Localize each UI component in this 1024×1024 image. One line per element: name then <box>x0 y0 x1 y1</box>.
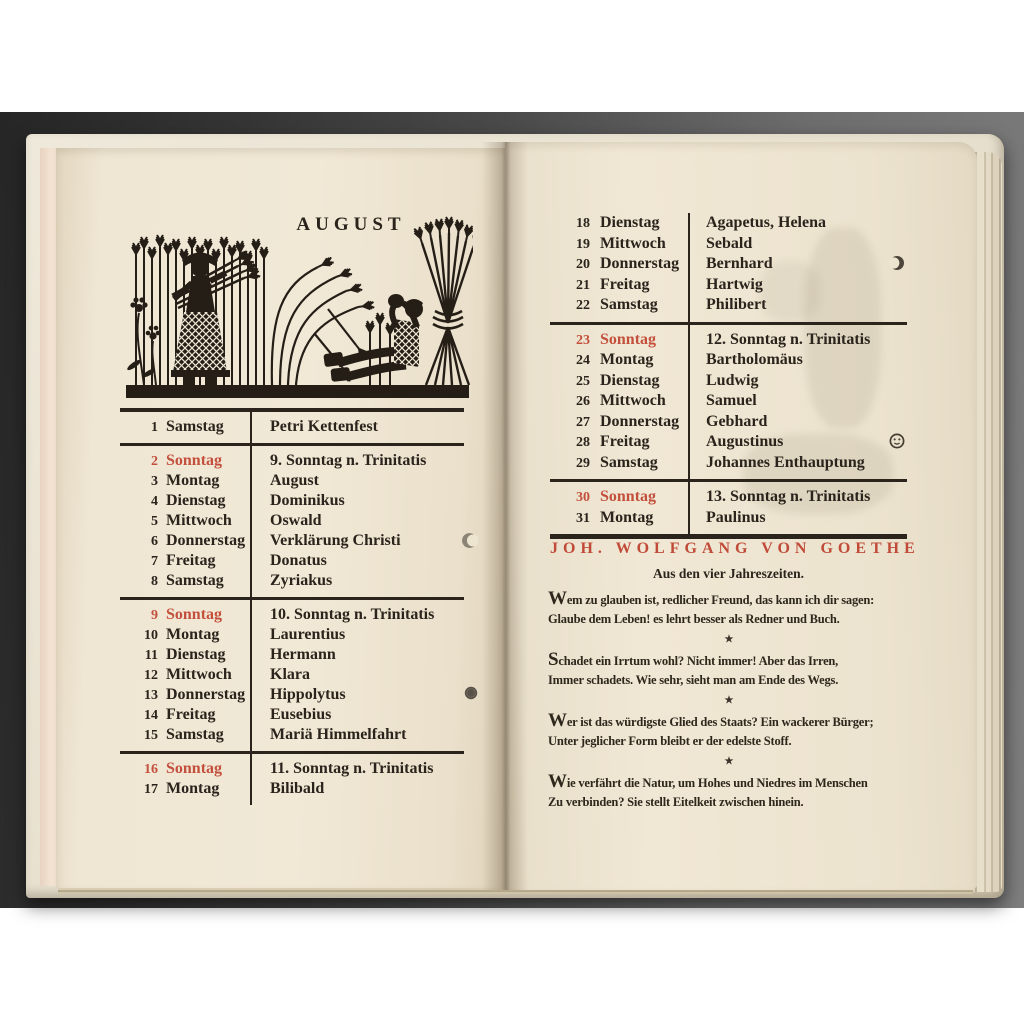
saint-name: 9. Sonntag n. Trinitatis <box>270 452 427 469</box>
saint-name: Hippolytus <box>270 686 346 703</box>
star-separator-icon: ★ <box>724 695 734 706</box>
saint-name: Agapetus, Helena <box>706 214 826 231</box>
weekday: Montag <box>600 508 654 526</box>
calendar-row <box>120 417 464 437</box>
weekday: Donnerstag <box>600 412 680 430</box>
saint-name: Ludwig <box>706 371 759 389</box>
day-number: 30 <box>576 490 590 505</box>
full-moon-icon <box>889 433 905 455</box>
weekday: Mittwoch <box>166 512 232 529</box>
day-number: 15 <box>144 728 158 743</box>
week-group <box>120 751 464 805</box>
photo-background <box>0 112 1024 908</box>
saint-name: August <box>270 472 319 489</box>
weekday: Samstag <box>166 418 224 435</box>
saint-name: 11. Sonntag n. Trinitatis <box>270 760 434 777</box>
calendar-row <box>120 725 464 745</box>
weekday: Samstag <box>166 572 224 589</box>
calendar-row <box>120 551 464 571</box>
day-number: 31 <box>576 510 590 526</box>
weekday: Donnerstag <box>166 686 246 703</box>
calendar-row <box>120 759 464 779</box>
saint-name: Johannes Enthauptung <box>706 453 865 471</box>
author-heading: JOH. WOLFGANG VON GOETHE <box>550 540 920 557</box>
weekday: Montag <box>166 472 220 489</box>
day-number: 3 <box>151 474 158 489</box>
new-moon-icon <box>464 686 478 705</box>
week-group <box>550 479 907 534</box>
calendar-row <box>120 491 464 511</box>
saint-name: 10. Sonntag n. Trinitatis <box>270 606 435 623</box>
calendar-row <box>120 685 464 705</box>
calendar-row <box>120 605 464 625</box>
saint-name: Hartwig <box>706 275 763 293</box>
saint-name: Bilibald <box>270 780 325 797</box>
saint-name: Klara <box>270 666 310 683</box>
poem-line: Zu verbinden? Sie stellt Eitelkeit zwischen hinein. <box>548 795 804 809</box>
day-number: 6 <box>151 534 158 549</box>
calendar-row <box>120 571 464 591</box>
book-gutter-shadow <box>482 142 528 890</box>
day-number: 14 <box>144 708 158 723</box>
calendar-row <box>120 511 464 531</box>
day-number: 16 <box>144 762 158 777</box>
calendar-row <box>550 330 907 351</box>
weekday: Samstag <box>600 453 658 471</box>
poem-source-subtitle: Aus den vier Jahreszeiten. <box>653 566 804 581</box>
star-separator-icon: ★ <box>724 756 734 767</box>
saint-name: Bartholomäus <box>706 351 803 368</box>
saint-name: 13. Sonntag n. Trinitatis <box>706 488 871 505</box>
day-number: 8 <box>151 574 158 589</box>
day-number: 23 <box>576 332 590 348</box>
week-group <box>120 597 464 751</box>
day-number: 17 <box>144 782 158 797</box>
calendar-row <box>550 295 907 316</box>
saint-name: Sebald <box>706 234 753 252</box>
august-woodcut-illustration <box>122 214 473 406</box>
weekday: Freitag <box>166 706 216 723</box>
weekday: Montag <box>600 351 654 368</box>
week-group <box>550 322 907 480</box>
poem-line: Wer ist das würdigste Glied des Staats? Ein wackerer Bürger; <box>548 710 874 731</box>
day-number: 22 <box>576 298 590 313</box>
weekday: Sonntag <box>600 488 657 505</box>
weekday: Donnerstag <box>600 255 680 272</box>
calendar-row <box>550 412 907 433</box>
saint-name: Gebhard <box>706 412 768 430</box>
calendar-row <box>120 451 464 471</box>
calendar-row <box>120 665 464 685</box>
star-separator-icon: ★ <box>724 634 734 645</box>
calendar-row <box>550 487 907 508</box>
calendar-row <box>120 779 464 799</box>
saint-name: Donatus <box>270 552 327 569</box>
day-number: 27 <box>576 414 590 430</box>
poem-line: Unter jeglicher Form bleibt er der edelste Stoff. <box>548 734 792 748</box>
calendar-row <box>550 275 907 296</box>
week-group <box>120 443 464 597</box>
weekday: Mittwoch <box>600 234 666 252</box>
day-number: 26 <box>576 394 590 409</box>
saint-name: Augustinus <box>706 433 784 450</box>
saint-name: Petri Kettenfest <box>270 418 378 435</box>
calendar-row <box>550 254 907 275</box>
calendar-table-right <box>550 213 907 539</box>
weekday: Freitag <box>600 433 650 450</box>
day-number: 7 <box>151 554 158 569</box>
calendar-row <box>120 645 464 665</box>
saint-name: Philibert <box>706 296 767 313</box>
day-number: 25 <box>576 373 590 389</box>
weekday: Mittwoch <box>600 392 666 409</box>
weekday: Montag <box>166 780 220 797</box>
day-number: 9 <box>151 608 158 623</box>
weekday: Dienstag <box>166 492 226 509</box>
weekday: Dienstag <box>600 214 660 231</box>
weekday: Samstag <box>600 296 658 313</box>
calendar-row <box>120 625 464 645</box>
calendar-page-left <box>56 148 505 888</box>
weekday: Dienstag <box>600 371 660 389</box>
poem-line: Immer schadets. Wie sehr, sieht man am Ende des Wegs. <box>548 673 839 687</box>
saint-name: Mariä Himmelfahrt <box>270 726 407 743</box>
month-title: AUGUST <box>296 214 406 235</box>
calendar-row <box>550 371 907 392</box>
weekday: Donnerstag <box>166 532 246 549</box>
day-number: 24 <box>576 353 590 368</box>
day-number: 19 <box>576 236 590 252</box>
day-number: 10 <box>144 628 158 643</box>
calendar-row <box>120 531 464 551</box>
day-number: 28 <box>576 435 590 450</box>
day-number: 18 <box>576 216 590 231</box>
saint-name: Hermann <box>270 646 336 663</box>
calendar-row <box>550 213 907 234</box>
poem-line: Wem zu glauben ist, redlicher Freund, das kann ich dir sagen: <box>548 588 875 609</box>
saint-name: Verklärung Christi <box>270 532 401 549</box>
calendar-row <box>550 432 907 453</box>
day-number: 29 <box>576 455 590 471</box>
weekday: Montag <box>166 626 220 643</box>
poem-quote-block <box>548 589 910 812</box>
calendar-row <box>550 391 907 412</box>
poem-line: Schadet ein Irrtum wohl? Nicht immer! Aber das Irren, <box>548 649 839 670</box>
saint-name: Eusebius <box>270 706 332 723</box>
day-number: 21 <box>576 277 590 293</box>
weekday: Freitag <box>600 275 650 293</box>
saint-name: Oswald <box>270 512 322 529</box>
saint-name: Laurentius <box>270 626 346 643</box>
saint-name: Samuel <box>706 392 757 409</box>
week-group <box>550 213 907 322</box>
poem-line: Wie verfährt die Natur, um Hohes und Niedres im Menschen <box>548 771 868 792</box>
saint-name: Dominikus <box>270 492 345 509</box>
saint-name: 12. Sonntag n. Trinitatis <box>706 330 871 348</box>
weekday: Dienstag <box>166 646 226 663</box>
weekday: Sonntag <box>166 606 223 623</box>
first-quarter-moon-icon <box>889 255 905 277</box>
day-number: 13 <box>144 688 158 703</box>
weekday: Sonntag <box>166 760 223 777</box>
day-number: 12 <box>144 668 158 683</box>
day-number: 1 <box>151 420 158 435</box>
weekday: Sonntag <box>600 330 657 348</box>
day-number: 4 <box>151 494 158 509</box>
calendar-page-right <box>505 142 977 890</box>
saint-name: Paulinus <box>706 508 766 526</box>
calendar-row <box>120 705 464 725</box>
poem-line: Glaube dem Leben! es lehrt besser als Redner und Buch. <box>548 612 840 626</box>
calendar-row <box>550 350 907 371</box>
weekday: Mittwoch <box>166 666 232 683</box>
day-number: 11 <box>144 648 158 663</box>
saint-name: Zyriakus <box>270 572 333 589</box>
calendar-row <box>550 453 907 474</box>
day-number: 2 <box>151 454 158 469</box>
day-number: 20 <box>576 257 590 272</box>
weekday: Samstag <box>166 726 224 743</box>
weekday: Sonntag <box>166 452 223 469</box>
saint-name: Bernhard <box>706 255 773 272</box>
weekday: Freitag <box>166 552 216 569</box>
week-group <box>120 412 464 443</box>
calendar-row <box>550 234 907 255</box>
day-number: 5 <box>151 514 158 529</box>
calendar-row <box>120 471 464 491</box>
calendar-table-left <box>120 408 464 805</box>
calendar-row <box>550 508 907 529</box>
